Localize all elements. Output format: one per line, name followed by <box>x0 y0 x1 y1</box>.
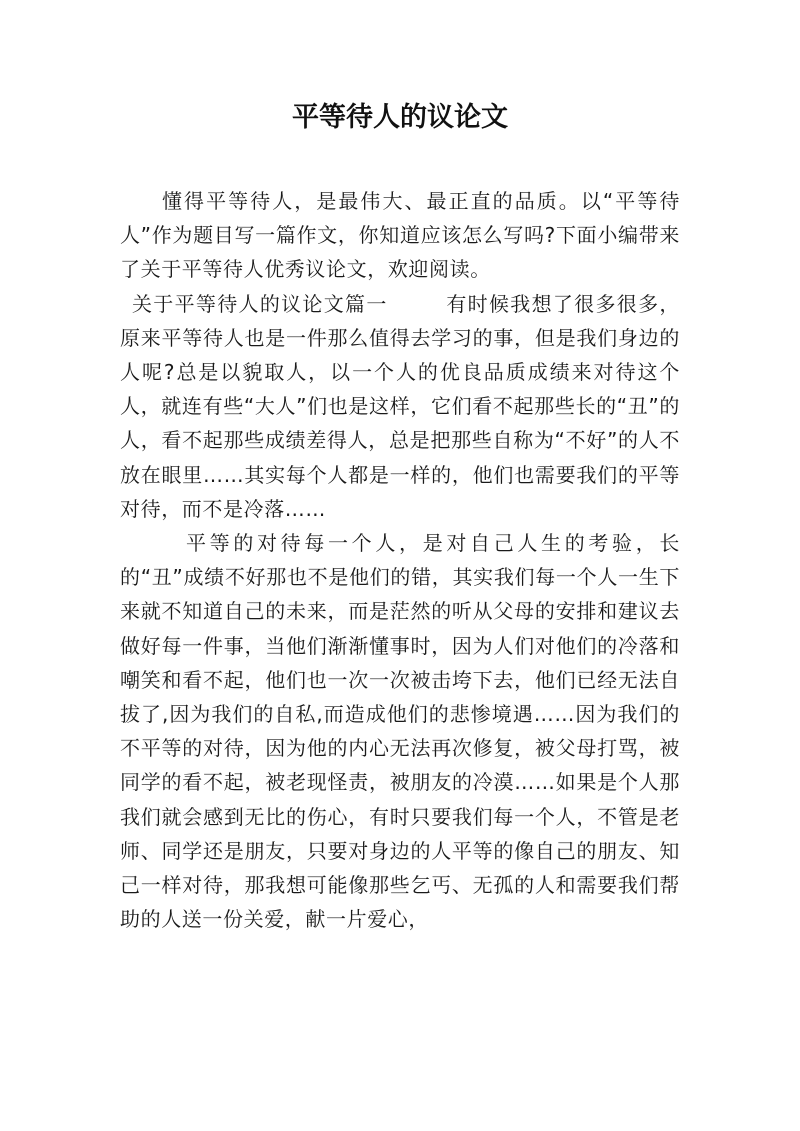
body-paragraph: 平等的对待每一个人，是对自己人生的考验，长的“丑”成绩不好那也不是他们的错，其实我们每一个人一生下来就不知道自己的未来，而是茫然的听从父母的安排和建议去做好每一件事，当他们渐渐懂事时，因为人们对他们的冷落和嘲笑和看不起，他们也一次一次被击垮下去，他们已经无法自拔了,因为我们的自私,而造成他们的悲惨境遇……因为我们的不平等的对待，因为他的内心无法再次修复，被父母打骂，被同学的看不起，被老现怪责，被朋友的冷漠……如果是个人那我们就会感到无比的伤心，有时只要我们每一个人，不管是老师、同学还是朋友，只要对身边的人平等的像自己的朋友、知己一样对待，那我想可能像那些乞丐、无孤的人和需要我们帮助的人送一份关爱，献一片爱心， <box>120 531 680 932</box>
section-heading: 关于平等待人的议论文篇一 <box>132 291 388 316</box>
page-title: 平等待人的议论文 <box>292 102 508 133</box>
intro-paragraph: 懂得平等待人，是最伟大、最正直的品质。以“平等待人”作为题目写一篇作文，你知道应该怎么写吗?下面小编带来了关于平等待人优秀议论文，欢迎阅读。 <box>120 189 680 282</box>
section-paragraph <box>120 287 680 526</box>
document-body <box>120 184 680 936</box>
section-text: 有时候我想了很多很多，原来平等待人也是一件那么值得去学习的事，但是我们身边的人呢?总是以貌取人，以一个人的优良品质成绩来对待这个人，就连有些“大人”们也是这样，它们看不起那些长的“丑”的人，看不起那些成绩差得人，总是把那些自称为“不好”的人不放在眼里……其实每个人都是一样的，他们也需要我们的平等对待，而不是冷落…… <box>120 291 680 521</box>
